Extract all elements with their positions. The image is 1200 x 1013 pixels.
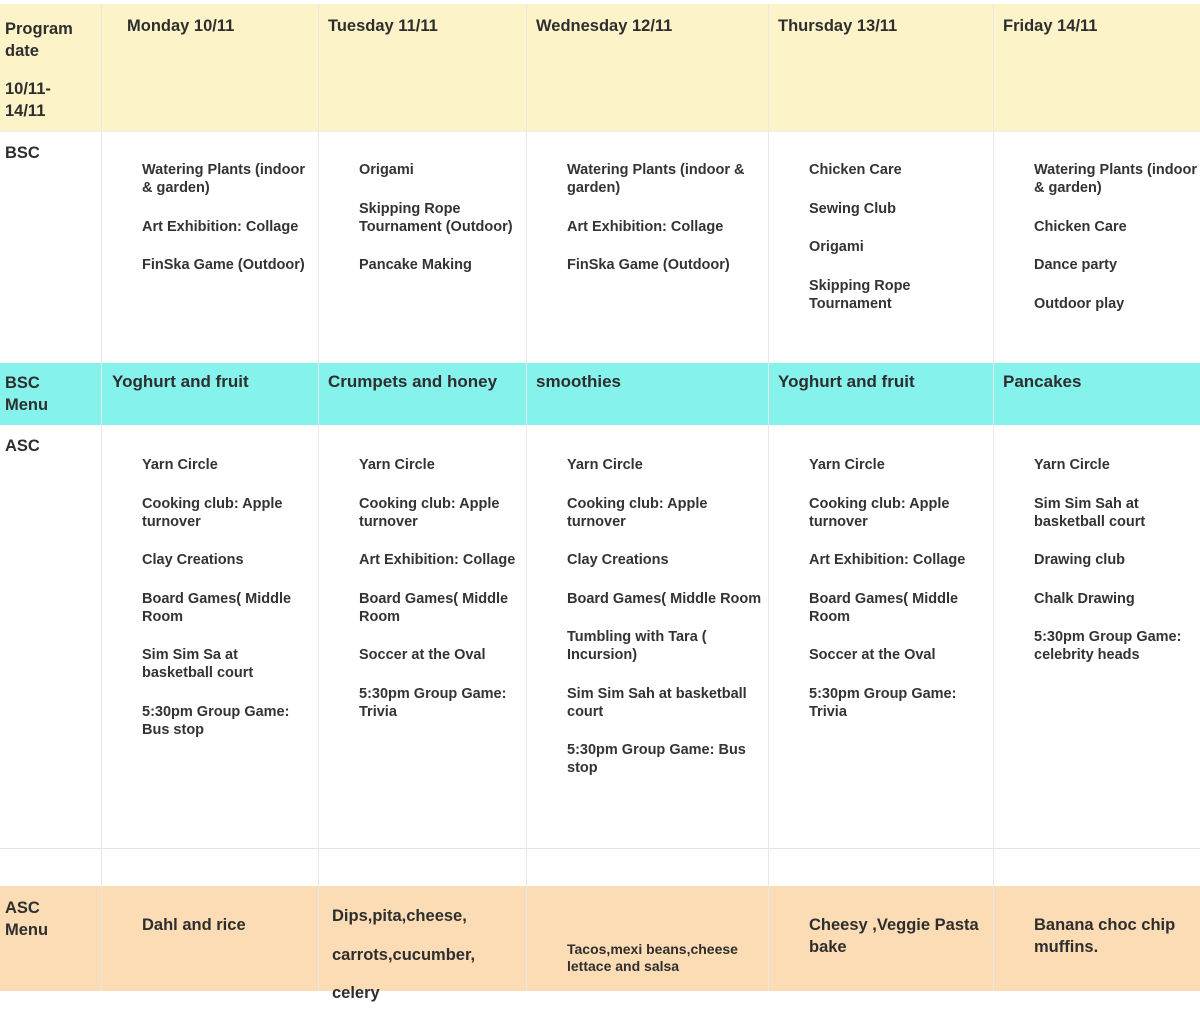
activity-item: Tumbling with Tara ( Incursion) — [567, 629, 707, 663]
program-date-text: Program date — [5, 20, 73, 60]
bsc-menu-cell — [319, 363, 527, 425]
activity-item: Soccer at the Oval — [359, 647, 486, 663]
activity-item: Art Exhibition: Collage — [567, 218, 724, 235]
empty-row — [0, 848, 1200, 887]
activity-item: Board Games( Middle Room — [142, 590, 292, 625]
activity-list — [359, 161, 524, 295]
activity-item: Outdoor play — [1034, 295, 1125, 312]
activity-list — [567, 161, 763, 295]
activity-item: Art Exhibition: Collage — [142, 218, 299, 235]
bsc-menu-item: Crumpets and honey — [328, 372, 498, 391]
asc-menu-item: Banana choc chip muffins. — [1034, 916, 1176, 956]
activity-item: Drawing club — [1034, 552, 1126, 568]
bsc-day-cell — [102, 132, 319, 364]
activity-item: Yarn Circle — [359, 457, 435, 473]
activity-item: Art Exhibition: Collage — [359, 552, 516, 568]
bsc-row — [0, 131, 1200, 364]
activity-item: 5:30pm Group Game: Trivia — [809, 685, 957, 720]
asc-menu-item: Dips,pita,cheese, carrots,cucumber, celery — [332, 907, 476, 1002]
asc-menu-item: Cheesy ,Veggie Pasta bake — [809, 916, 979, 956]
activity-item: Watering Plants (indoor & garden) — [1034, 162, 1197, 196]
day-header-cell — [994, 4, 1200, 131]
activity-list — [809, 161, 989, 333]
activity-item: Watering Plants (indoor & garden) — [142, 162, 305, 196]
asc-day-cell — [769, 425, 994, 848]
program-date-label — [5, 18, 85, 122]
activity-item: Origami — [359, 162, 414, 178]
asc-menu-cell — [102, 886, 319, 991]
bsc-menu-cell — [527, 363, 769, 425]
activity-item: 5:30pm Group Game: celebrity heads — [1034, 629, 1182, 663]
bsc-menu-item: Yoghurt and fruit — [778, 372, 915, 391]
asc-label: ASC — [5, 437, 40, 455]
activity-item: Art Exhibition: Collage — [809, 552, 966, 568]
activity-item: FinSka Game (Outdoor) — [567, 257, 730, 273]
activity-list — [1034, 161, 1199, 333]
day-header: Wednesday 12/11 — [536, 17, 673, 35]
activity-item: 5:30pm Group Game: Bus stop — [567, 742, 746, 776]
empty-cell — [0, 849, 102, 887]
day-header: Friday 14/11 — [1003, 17, 1098, 35]
asc-menu-cell — [527, 886, 769, 991]
bsc-menu-cell — [102, 363, 319, 425]
bsc-menu-cell — [994, 363, 1200, 425]
bsc-label: BSC — [5, 144, 40, 162]
day-header-cell — [319, 4, 527, 131]
empty-cell — [319, 849, 527, 887]
activity-item: Clay Creations — [142, 552, 244, 568]
activity-list — [567, 456, 763, 798]
asc-menu-item: Dahl and rice — [142, 916, 246, 934]
asc-menu-item: Tacos,mexi beans,cheese lettace and salsa — [567, 941, 738, 974]
program-date-cell — [0, 4, 102, 131]
activity-item: Dance party — [1034, 257, 1118, 273]
bsc-menu-item: Yoghurt and fruit — [112, 372, 249, 391]
activity-item: Watering Plants (indoor & garden) — [567, 162, 745, 196]
activity-item: Board Games( Middle Room — [809, 590, 959, 625]
bsc-menu-label-cell — [0, 363, 102, 425]
asc-label-cell — [0, 425, 102, 848]
bsc-menu-item: Pancakes — [1003, 372, 1082, 391]
activity-item: Sim Sim Sah at basketball court — [567, 685, 747, 720]
asc-menu-label-cell — [0, 886, 102, 991]
activity-item: FinSka Game (Outdoor) — [142, 257, 305, 273]
bsc-menu-item: smoothies — [536, 372, 622, 391]
asc-row — [0, 425, 1200, 848]
day-header-cell — [102, 4, 319, 131]
activity-list — [1034, 456, 1199, 685]
activity-item: Sewing Club — [809, 200, 896, 217]
activity-item: Chalk Drawing — [1034, 590, 1135, 607]
activity-item: Sim Sim Sa at basketball court — [142, 647, 254, 681]
bsc-day-cell — [319, 132, 527, 364]
activity-item: Yarn Circle — [1034, 457, 1110, 473]
bsc-menu-label: BSC Menu — [5, 374, 49, 414]
activity-item: Cooking club: Apple turnover — [567, 495, 708, 530]
day-header-cell — [527, 4, 769, 131]
activity-item: Chicken Care — [1034, 218, 1127, 235]
activity-item: Board Games( Middle Room — [567, 590, 762, 607]
bsc-label-cell — [0, 132, 102, 364]
bsc-day-cell — [994, 132, 1200, 364]
day-header: Thursday 13/11 — [778, 17, 898, 35]
activity-item: Board Games( Middle Room — [359, 590, 509, 625]
activity-list — [809, 456, 989, 741]
activity-item: Clay Creations — [567, 552, 669, 568]
activity-item: 5:30pm Group Game: Bus stop — [142, 703, 290, 738]
activity-item: Yarn Circle — [142, 457, 218, 473]
activity-item: Pancake Making — [359, 257, 472, 273]
activity-item: Cooking club: Apple turnover — [809, 495, 950, 530]
activity-list — [359, 456, 524, 741]
empty-cell — [769, 849, 994, 887]
activity-item: Soccer at the Oval — [809, 647, 936, 663]
activity-item: Skipping Rope Tournament — [809, 277, 911, 312]
activity-list — [142, 456, 312, 759]
activity-list — [142, 161, 312, 295]
day-header: Tuesday 11/11 — [328, 17, 438, 35]
bsc-day-cell — [769, 132, 994, 364]
empty-cell — [102, 849, 319, 887]
activity-item: Origami — [809, 239, 864, 255]
date-range: 10/11- 14/11 — [5, 80, 51, 120]
activity-item: Yarn Circle — [567, 457, 643, 473]
activity-item: Chicken Care — [809, 162, 902, 178]
header-row — [0, 4, 1200, 131]
day-header-cell — [769, 4, 994, 131]
bsc-menu-cell — [769, 363, 994, 425]
asc-menu-label: ASC Menu — [5, 899, 49, 939]
bsc-day-cell — [527, 132, 769, 364]
asc-menu-cell — [319, 886, 527, 1002]
asc-day-cell — [527, 425, 769, 848]
asc-menu-cell — [769, 886, 994, 991]
empty-cell — [994, 849, 1200, 887]
bsc-menu-row — [0, 363, 1200, 425]
asc-menu-row — [0, 886, 1200, 1002]
empty-cell — [527, 849, 769, 887]
asc-day-cell — [102, 425, 319, 848]
asc-day-cell — [994, 425, 1200, 848]
asc-day-cell — [319, 425, 527, 848]
activity-item: Cooking club: Apple turnover — [142, 495, 283, 530]
asc-menu-cell — [994, 886, 1200, 991]
activity-item: Yarn Circle — [809, 457, 885, 473]
activity-item: Skipping Rope Tournament (Outdoor) — [359, 200, 513, 235]
activity-item: Cooking club: Apple turnover — [359, 495, 500, 530]
activity-item: Sim Sim Sah at basketball court — [1034, 495, 1146, 530]
activity-item: 5:30pm Group Game: Trivia — [359, 685, 507, 720]
day-header: Monday 10/11 — [127, 17, 235, 35]
